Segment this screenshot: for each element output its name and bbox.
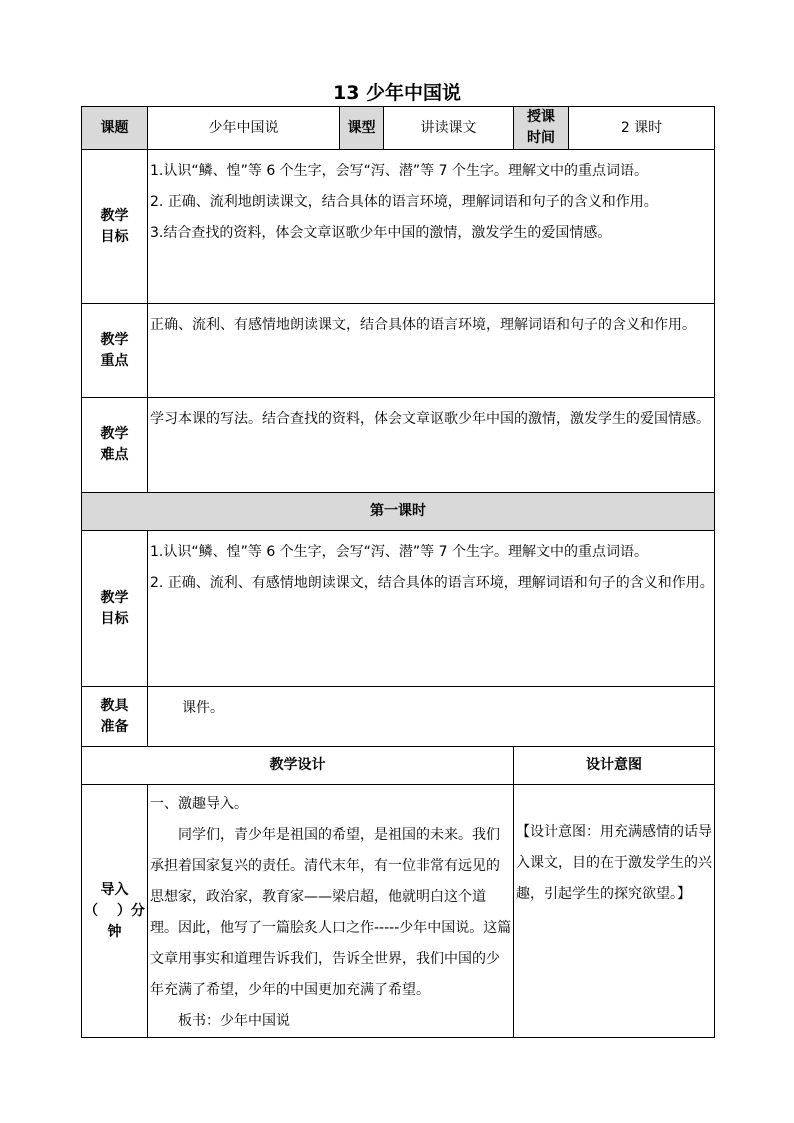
- tools-label: 教具 准备: [82, 687, 148, 747]
- lesson-plan-table: [81, 106, 715, 1038]
- intro-intent: 【设计意图：用充满感情的话导入课文，目的在于激发学生的兴趣，引起学生的探究欲望。】: [514, 785, 715, 1038]
- goal-line: 3.结合查找的资料，体会文章讴歌少年中国的激情，激发学生的爱国情感。: [150, 225, 612, 241]
- intro-label: 导入 （ ）分 钟: [82, 785, 148, 1038]
- key-points-text: 正确、流利、有感情地朗读课文，结合具体的语言环境，理解词语和句子的含义和作用。: [148, 304, 715, 398]
- intro-row: [82, 785, 715, 1038]
- intro-content: [148, 785, 514, 1038]
- time-value: 2 课时: [569, 107, 715, 150]
- difficulties-text: 学习本课的写法。结合查找的资料，体会文章讴歌少年中国的激情，激发学生的爱国情感。: [148, 398, 715, 493]
- type-value: 讲读课文: [384, 107, 514, 150]
- intro-paragraph: 同学们，青少年是祖国的希望，是祖国的未来。我们承担着国家复兴的责任。清代末年，有一位非常有远见的思想家，政治家，教育家——梁启超，他就明白这个道理。因此，他写了一篇脍炙人口之作-----少年中国说。这篇文章用事实和道理告诉我们，告诉全世界，我们中国的少年充满了希望，少年的中国更加充满了希望。: [150, 827, 512, 998]
- goal-line: 2. 正确、流利地朗读课文，结合具体的语言环境，理解词语和句子的含义和作用。: [150, 194, 658, 210]
- key-points-label: 教学 重点: [82, 304, 148, 398]
- difficulties-label: 教学 难点: [82, 398, 148, 493]
- intent-header: 设计意图: [514, 747, 715, 785]
- design-header: 教学设计: [82, 747, 514, 785]
- period-title: 第一课时: [82, 493, 715, 531]
- goals-row: [82, 150, 715, 304]
- design-header-row: [82, 747, 715, 785]
- key-points-row: [82, 304, 715, 398]
- header-row: [82, 107, 715, 150]
- goals-text: [148, 150, 715, 304]
- period-goals-label: 教学 目标: [82, 531, 148, 687]
- tools-text: 课件。: [148, 687, 715, 747]
- goal-line: 1.认识“鳞、惶”等 6 个生字，会写“泻、潜”等 7 个生字。理解文中的重点词语。: [150, 163, 648, 179]
- board-note: 板书：少年中国说: [178, 1013, 290, 1029]
- tools-row: [82, 687, 715, 747]
- topic-value: 少年中国说: [148, 107, 340, 150]
- difficulties-row: [82, 398, 715, 493]
- page-title: 13 少年中国说: [332, 82, 462, 104]
- period-goals-text: [148, 531, 715, 687]
- period-goals-row: [82, 531, 715, 687]
- period-goal-line: 1.认识“鳞、惶”等 6 个生字，会写“泻、潜”等 7 个生字。理解文中的重点词语。: [150, 544, 648, 560]
- period-row: [82, 493, 715, 531]
- intro-heading: 一、激趣导入。: [150, 796, 248, 812]
- time-label: 授课 时间: [514, 107, 569, 150]
- topic-label: 课题: [82, 107, 148, 150]
- goals-label: 教学 目标: [82, 150, 148, 304]
- type-label: 课型: [340, 107, 384, 150]
- period-goal-line: 2. 正确、流利、有感情地朗读课文，结合具体的语言环境，理解词语和句子的含义和作用。: [150, 575, 714, 591]
